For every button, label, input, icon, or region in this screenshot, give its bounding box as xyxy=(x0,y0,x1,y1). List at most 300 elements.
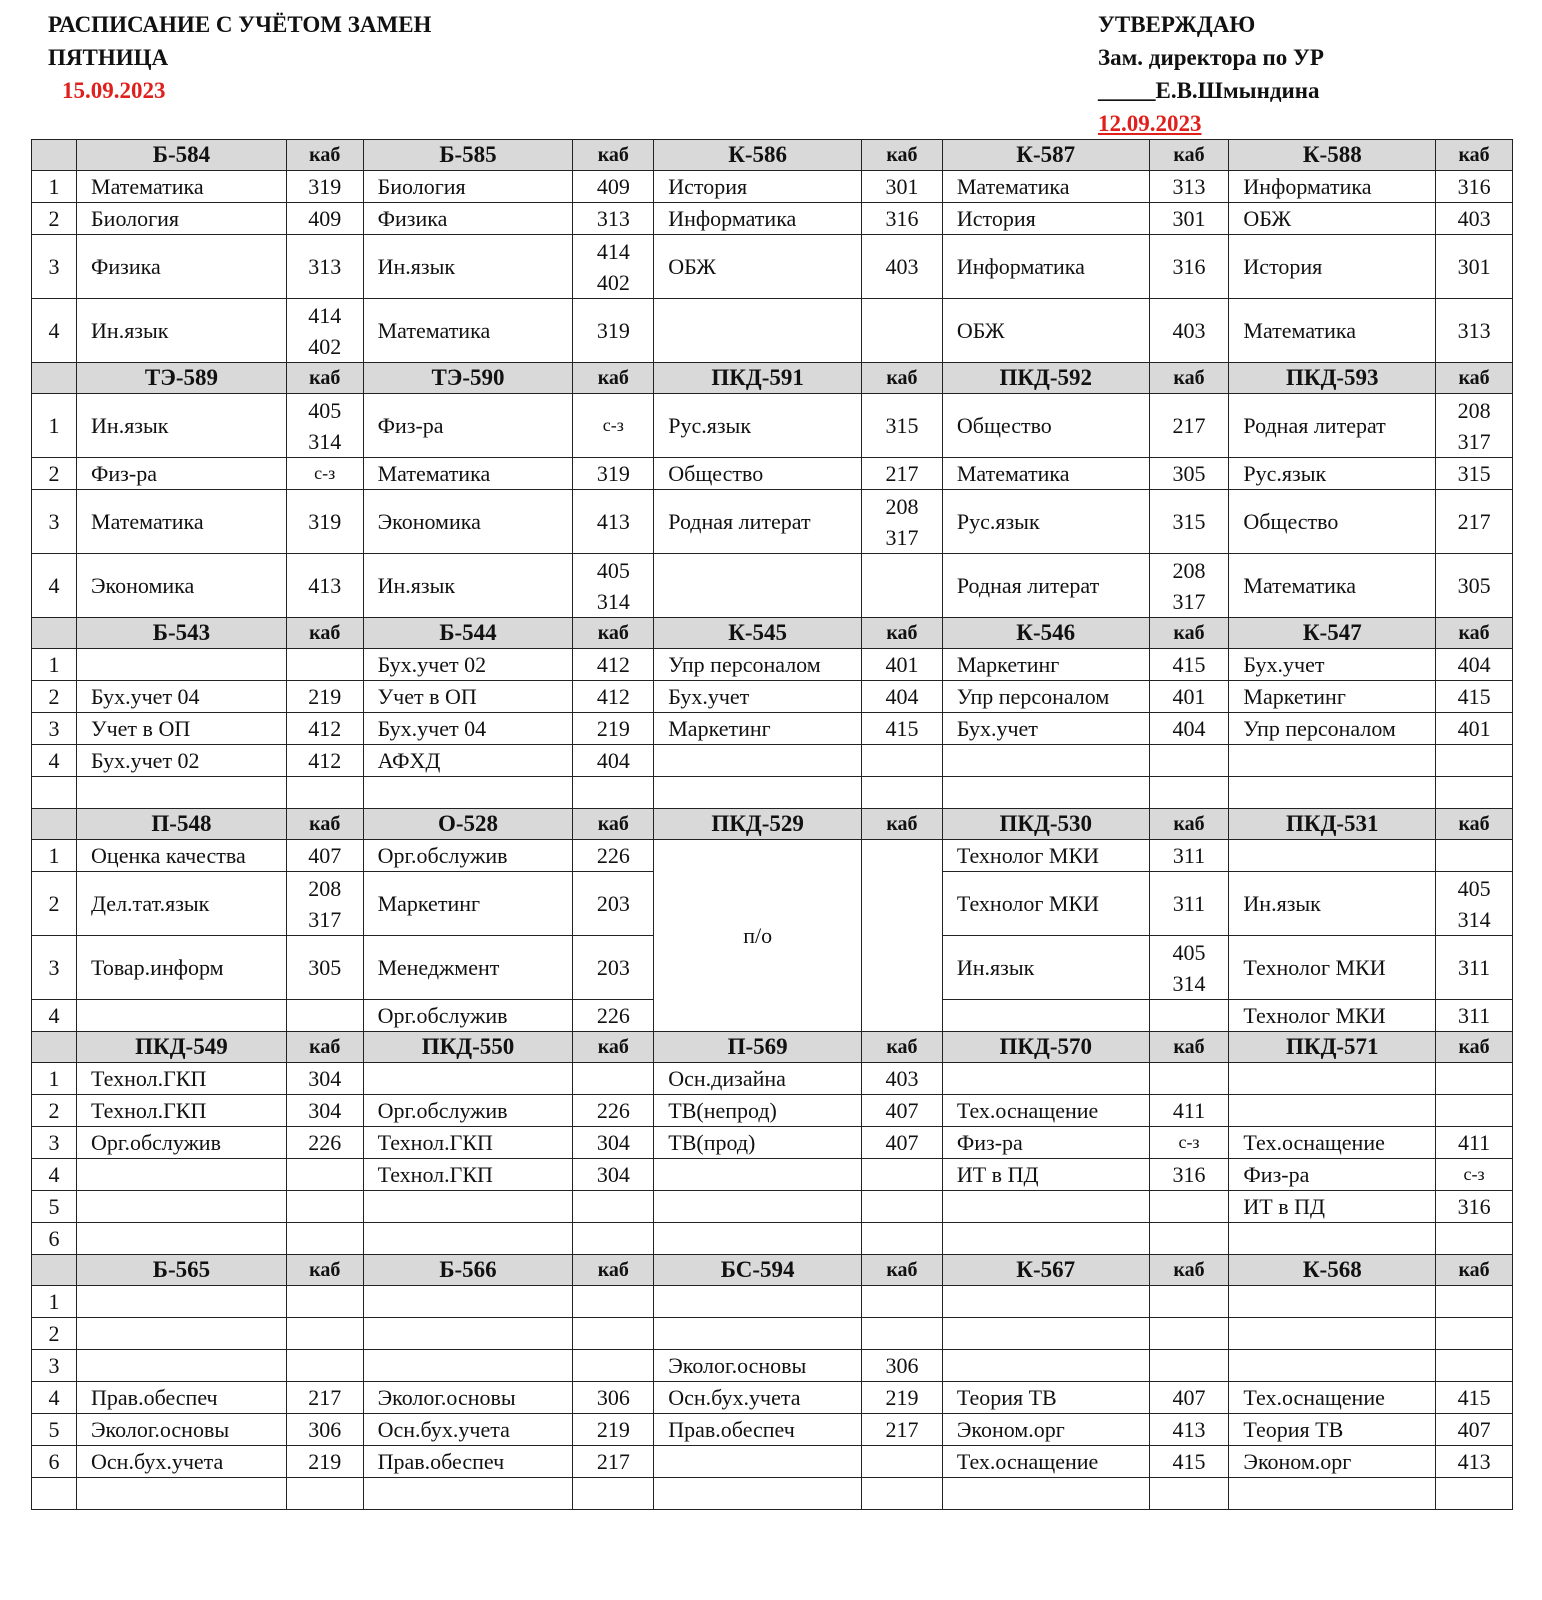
group-header-row xyxy=(32,1032,1513,1063)
room-cell xyxy=(573,1350,654,1382)
subject-cell: Математика xyxy=(77,490,287,554)
subject-cell xyxy=(1229,1350,1436,1382)
subject-cell: Эконом.орг xyxy=(942,1414,1149,1446)
room-cell xyxy=(1436,1318,1513,1350)
room-header: каб xyxy=(1149,1255,1229,1286)
room-cell: 217 xyxy=(1436,490,1513,554)
room-cell: 305 xyxy=(1436,554,1513,618)
room-cell xyxy=(1436,777,1513,809)
lesson-number: 2 xyxy=(32,458,77,490)
subject-cell: Математика xyxy=(1229,299,1436,363)
subject-cell: Технолог МКИ xyxy=(942,872,1149,936)
lesson-number: 2 xyxy=(32,872,77,936)
subject-cell: Учет в ОП xyxy=(77,713,287,745)
subject-cell xyxy=(77,1159,287,1191)
lesson-number: 6 xyxy=(32,1223,77,1255)
subject-cell xyxy=(1229,840,1436,872)
room-cell: 414 402 xyxy=(286,299,363,363)
subject-cell: Физ-ра xyxy=(363,394,573,458)
lesson-row xyxy=(32,649,1513,681)
subject-cell xyxy=(654,554,862,618)
room-cell xyxy=(862,1318,943,1350)
room-cell xyxy=(1149,1000,1229,1032)
lesson-number: 6 xyxy=(32,1446,77,1478)
room-header: каб xyxy=(1436,140,1513,171)
room-cell xyxy=(286,649,363,681)
room-header: каб xyxy=(862,1255,943,1286)
subject-cell: ИТ в ПД xyxy=(942,1159,1149,1191)
room-cell: 219 xyxy=(573,1414,654,1446)
subject-cell: Орг.обслужив xyxy=(363,1095,573,1127)
subject-cell: Теория ТВ xyxy=(1229,1414,1436,1446)
group-name: ПКД-593 xyxy=(1229,363,1436,394)
subject-cell xyxy=(363,777,573,809)
subject-cell xyxy=(77,1286,287,1318)
room-cell: 413 xyxy=(1149,1414,1229,1446)
room-cell: 306 xyxy=(862,1350,943,1382)
room-cell: 401 xyxy=(1436,713,1513,745)
lesson-number: 2 xyxy=(32,1318,77,1350)
room-header: каб xyxy=(1436,1032,1513,1063)
subject-cell: Математика xyxy=(942,171,1149,203)
lesson-number: 3 xyxy=(32,1127,77,1159)
room-cell xyxy=(1149,1191,1229,1223)
room-cell xyxy=(1149,1350,1229,1382)
room-header: каб xyxy=(862,1032,943,1063)
group-header-row xyxy=(32,363,1513,394)
subject-cell xyxy=(942,1318,1149,1350)
approver-role: Зам. директора по УР xyxy=(1098,45,1324,70)
subject-cell: Рус.язык xyxy=(1229,458,1436,490)
room-cell xyxy=(1436,1223,1513,1255)
subject-cell: Ин.язык xyxy=(77,299,287,363)
subject-cell xyxy=(942,1478,1149,1510)
group-name: ПКД-570 xyxy=(942,1032,1149,1063)
subject-cell xyxy=(942,1000,1149,1032)
subject-cell: Прав.обеспеч xyxy=(363,1446,573,1478)
room-header: каб xyxy=(862,140,943,171)
subject-cell: Физ-ра xyxy=(77,458,287,490)
room-cell: 412 xyxy=(286,713,363,745)
room-cell: 304 xyxy=(286,1063,363,1095)
lesson-number xyxy=(32,1478,77,1510)
room-header: каб xyxy=(573,1032,654,1063)
group-name: П-569 xyxy=(654,1032,862,1063)
subject-cell: Менеджмент xyxy=(363,936,573,1000)
lesson-row xyxy=(32,1286,1513,1318)
room-cell xyxy=(286,1350,363,1382)
room-cell xyxy=(1436,840,1513,872)
subject-cell: ОБЖ xyxy=(1229,203,1436,235)
subject-cell xyxy=(1229,1286,1436,1318)
subject-cell: Родная литерат xyxy=(654,490,862,554)
group-name: К-547 xyxy=(1229,618,1436,649)
group-name: П-548 xyxy=(77,809,287,840)
approve-date: 12.09.2023 xyxy=(1098,111,1202,136)
room-cell: 313 xyxy=(286,235,363,299)
subject-cell: Физика xyxy=(77,235,287,299)
subject-cell xyxy=(1229,1095,1436,1127)
lesson-number: 1 xyxy=(32,840,77,872)
subject-cell: Упр персоналом xyxy=(942,681,1149,713)
room-header: каб xyxy=(286,140,363,171)
subject-cell xyxy=(942,777,1149,809)
room-cell: 208 317 xyxy=(286,872,363,936)
subject-cell xyxy=(1229,1063,1436,1095)
subject-cell: Бух.учет xyxy=(942,713,1149,745)
subject-cell: Рус.язык xyxy=(654,394,862,458)
room-cell: 405 314 xyxy=(1149,936,1229,1000)
header-corner xyxy=(32,1255,77,1286)
room-cell: 403 xyxy=(1149,299,1229,363)
room-cell: 401 xyxy=(862,649,943,681)
group-header-row xyxy=(32,1255,1513,1286)
lesson-number: 4 xyxy=(32,745,77,777)
subject-cell: Физ-ра xyxy=(942,1127,1149,1159)
subject-cell: Учет в ОП xyxy=(363,681,573,713)
subject-cell xyxy=(654,1478,862,1510)
subject-cell: Орг.обслужив xyxy=(363,840,573,872)
subject-cell: Маркетинг xyxy=(363,872,573,936)
subject-cell xyxy=(942,1191,1149,1223)
subject-cell: Технолог МКИ xyxy=(1229,936,1436,1000)
room-cell: 316 xyxy=(1149,235,1229,299)
room-cell: 315 xyxy=(862,394,943,458)
room-cell: 409 xyxy=(573,171,654,203)
group-name: ПКД-549 xyxy=(77,1032,287,1063)
lesson-number xyxy=(32,777,77,809)
lesson-number: 5 xyxy=(32,1414,77,1446)
schedule-table xyxy=(31,139,1513,1510)
room-cell xyxy=(862,1223,943,1255)
subject-cell xyxy=(1229,777,1436,809)
subject-cell xyxy=(363,1350,573,1382)
subject-cell xyxy=(654,1318,862,1350)
room-cell: 415 xyxy=(1149,1446,1229,1478)
room-cell: 217 xyxy=(1149,394,1229,458)
room-cell: 203 xyxy=(573,872,654,936)
lesson-number: 1 xyxy=(32,649,77,681)
group-name: ПКД-550 xyxy=(363,1032,573,1063)
room-header: каб xyxy=(573,809,654,840)
room-cell xyxy=(862,745,943,777)
room-cell: 219 xyxy=(573,713,654,745)
subject-cell: Тех.оснащение xyxy=(1229,1127,1436,1159)
subject-cell: Родная литерат xyxy=(1229,394,1436,458)
subject-cell: ИТ в ПД xyxy=(1229,1191,1436,1223)
subject-cell xyxy=(654,777,862,809)
subject-cell xyxy=(654,1446,862,1478)
subject-cell xyxy=(942,1223,1149,1255)
room-cell: 313 xyxy=(1149,171,1229,203)
lesson-row xyxy=(32,1127,1513,1159)
room-cell: 404 xyxy=(862,681,943,713)
subject-cell: Товар.информ xyxy=(77,936,287,1000)
lesson-row xyxy=(32,1318,1513,1350)
room-cell xyxy=(573,1286,654,1318)
room-cell: 413 xyxy=(573,490,654,554)
lesson-row xyxy=(32,458,1513,490)
room-header: каб xyxy=(573,140,654,171)
subject-cell: Орг.обслужив xyxy=(77,1127,287,1159)
subject-cell: Эконом.орг xyxy=(1229,1446,1436,1478)
subject-cell xyxy=(77,1223,287,1255)
lesson-row xyxy=(32,490,1513,554)
room-cell xyxy=(1436,1478,1513,1510)
header-left xyxy=(48,8,431,107)
schedule-title: РАСПИСАНИЕ С УЧЁТОМ ЗАМЕН xyxy=(48,12,432,37)
lesson-row xyxy=(32,1191,1513,1223)
header-corner xyxy=(32,1032,77,1063)
subject-cell xyxy=(363,1063,573,1095)
subject-cell xyxy=(654,299,862,363)
room-cell: 226 xyxy=(573,1000,654,1032)
room-header: каб xyxy=(286,363,363,394)
room-header: каб xyxy=(1149,1032,1229,1063)
room-cell xyxy=(862,840,943,1032)
group-name: Б-585 xyxy=(363,140,573,171)
subject-cell: ТВ(прод) xyxy=(654,1127,862,1159)
room-cell: 403 xyxy=(862,1063,943,1095)
room-cell: 305 xyxy=(286,936,363,1000)
schedule-date: 15.09.2023 xyxy=(62,78,166,103)
room-cell xyxy=(573,1191,654,1223)
subject-cell xyxy=(654,1286,862,1318)
room-cell: 219 xyxy=(286,681,363,713)
lesson-number: 2 xyxy=(32,1095,77,1127)
lesson-number: 1 xyxy=(32,1286,77,1318)
room-cell: 407 xyxy=(1436,1414,1513,1446)
subject-cell: Математика xyxy=(77,171,287,203)
group-name: К-586 xyxy=(654,140,862,171)
subject-cell xyxy=(942,745,1149,777)
room-cell: 217 xyxy=(862,458,943,490)
lesson-row xyxy=(32,1159,1513,1191)
room-cell xyxy=(862,1191,943,1223)
room-cell xyxy=(286,1000,363,1032)
room-cell: 403 xyxy=(1436,203,1513,235)
room-cell: 306 xyxy=(573,1382,654,1414)
room-cell xyxy=(573,1223,654,1255)
subject-cell: Эколог.основы xyxy=(363,1382,573,1414)
room-cell: 404 xyxy=(1149,713,1229,745)
room-cell: 315 xyxy=(1149,490,1229,554)
room-cell: 301 xyxy=(862,171,943,203)
room-header: каб xyxy=(862,618,943,649)
room-cell: 407 xyxy=(862,1095,943,1127)
room-cell: 203 xyxy=(573,936,654,1000)
room-cell: 316 xyxy=(1149,1159,1229,1191)
subject-cell: Прав.обеспеч xyxy=(77,1382,287,1414)
subject-cell: Экономика xyxy=(363,490,573,554)
room-cell: 405 314 xyxy=(573,554,654,618)
room-cell: 226 xyxy=(573,840,654,872)
room-cell: 226 xyxy=(286,1127,363,1159)
room-header: каб xyxy=(286,1032,363,1063)
room-cell xyxy=(862,777,943,809)
room-cell: 319 xyxy=(286,171,363,203)
room-cell: 315 xyxy=(1436,458,1513,490)
lesson-number: 1 xyxy=(32,1063,77,1095)
subject-cell: Тех.оснащение xyxy=(942,1446,1149,1478)
lesson-number: 3 xyxy=(32,936,77,1000)
room-header: каб xyxy=(1149,618,1229,649)
room-cell: 313 xyxy=(1436,299,1513,363)
room-cell xyxy=(1149,1478,1229,1510)
room-cell: 413 xyxy=(286,554,363,618)
room-cell: 415 xyxy=(862,713,943,745)
subject-cell: Оценка качества xyxy=(77,840,287,872)
subject-cell xyxy=(363,1478,573,1510)
subject-cell: Тех.оснащение xyxy=(942,1095,1149,1127)
subject-cell: Информатика xyxy=(654,203,862,235)
subject-cell: Тех.оснащение xyxy=(1229,1382,1436,1414)
lesson-row xyxy=(32,681,1513,713)
lesson-number: 5 xyxy=(32,1191,77,1223)
group-name: ПКД-529 xyxy=(654,809,862,840)
subject-cell xyxy=(77,649,287,681)
room-cell xyxy=(1149,1223,1229,1255)
room-header: каб xyxy=(1436,1255,1513,1286)
room-cell xyxy=(1436,1063,1513,1095)
subject-cell: Общество xyxy=(1229,490,1436,554)
practice-cell: п/о xyxy=(654,840,862,1032)
group-name: ПКД-571 xyxy=(1229,1032,1436,1063)
room-cell: 405 314 xyxy=(286,394,363,458)
room-cell: 217 xyxy=(862,1414,943,1446)
room-cell: 415 xyxy=(1436,681,1513,713)
lesson-number: 1 xyxy=(32,394,77,458)
room-cell: с-з xyxy=(1149,1127,1229,1159)
lesson-row xyxy=(32,840,1513,872)
lesson-row xyxy=(32,745,1513,777)
room-cell: 217 xyxy=(573,1446,654,1478)
subject-cell xyxy=(363,1286,573,1318)
room-cell xyxy=(1149,777,1229,809)
subject-cell: АФХД xyxy=(363,745,573,777)
subject-cell xyxy=(77,1478,287,1510)
subject-cell: ТВ(непрод) xyxy=(654,1095,862,1127)
room-cell: с-з xyxy=(573,394,654,458)
subject-cell xyxy=(654,1191,862,1223)
subject-cell xyxy=(654,1159,862,1191)
lesson-row xyxy=(32,1478,1513,1510)
group-name: Б-565 xyxy=(77,1255,287,1286)
group-name: Б-584 xyxy=(77,140,287,171)
group-name: ПКД-531 xyxy=(1229,809,1436,840)
room-cell xyxy=(1149,1286,1229,1318)
room-cell xyxy=(1436,1286,1513,1318)
group-name: К-546 xyxy=(942,618,1149,649)
group-name: О-528 xyxy=(363,809,573,840)
header-corner xyxy=(32,140,77,171)
subject-cell xyxy=(1229,745,1436,777)
room-cell xyxy=(286,1478,363,1510)
room-cell: 226 xyxy=(573,1095,654,1127)
room-cell: 208 317 xyxy=(1436,394,1513,458)
subject-cell xyxy=(654,745,862,777)
subject-cell xyxy=(363,1191,573,1223)
room-cell: 304 xyxy=(573,1159,654,1191)
subject-cell: Математика xyxy=(942,458,1149,490)
header-corner xyxy=(32,363,77,394)
subject-cell xyxy=(77,1000,287,1032)
subject-cell: Информатика xyxy=(1229,171,1436,203)
room-cell xyxy=(1436,745,1513,777)
room-cell: 414 402 xyxy=(573,235,654,299)
room-header: каб xyxy=(286,809,363,840)
room-cell xyxy=(286,1159,363,1191)
lesson-row xyxy=(32,777,1513,809)
subject-cell xyxy=(363,1223,573,1255)
room-cell: 313 xyxy=(573,203,654,235)
room-cell: 412 xyxy=(286,745,363,777)
room-cell: 219 xyxy=(286,1446,363,1478)
room-cell: 301 xyxy=(1436,235,1513,299)
subject-cell: Упр персоналом xyxy=(654,649,862,681)
group-name: Б-543 xyxy=(77,618,287,649)
lesson-number: 2 xyxy=(32,203,77,235)
subject-cell: Технол.ГКП xyxy=(77,1063,287,1095)
room-header: каб xyxy=(1436,809,1513,840)
room-cell xyxy=(286,1318,363,1350)
room-cell xyxy=(1149,1063,1229,1095)
subject-cell: Бух.учет 02 xyxy=(77,745,287,777)
schedule-day: ПЯТНИЦА xyxy=(48,45,169,70)
subject-cell: Осн.бух.учета xyxy=(363,1414,573,1446)
room-header: каб xyxy=(1436,363,1513,394)
room-cell xyxy=(573,1063,654,1095)
subject-cell: Математика xyxy=(363,299,573,363)
subject-cell xyxy=(942,1286,1149,1318)
room-header: каб xyxy=(573,1255,654,1286)
subject-cell: Маркетинг xyxy=(1229,681,1436,713)
subject-cell: Родная литерат xyxy=(942,554,1149,618)
room-cell: 407 xyxy=(286,840,363,872)
room-cell xyxy=(573,777,654,809)
subject-cell: Ин.язык xyxy=(363,554,573,618)
group-header-row xyxy=(32,618,1513,649)
group-name: ПКД-592 xyxy=(942,363,1149,394)
room-cell: 319 xyxy=(286,490,363,554)
subject-cell: Информатика xyxy=(942,235,1149,299)
room-cell: 407 xyxy=(862,1127,943,1159)
subject-cell: Ин.язык xyxy=(1229,872,1436,936)
lesson-number: 3 xyxy=(32,713,77,745)
subject-cell: Физика xyxy=(363,203,573,235)
subject-cell xyxy=(1229,1223,1436,1255)
group-name: К-568 xyxy=(1229,1255,1436,1286)
subject-cell: ОБЖ xyxy=(654,235,862,299)
subject-cell: Осн.дизайна xyxy=(654,1063,862,1095)
subject-cell xyxy=(942,1350,1149,1382)
room-cell xyxy=(286,1223,363,1255)
room-cell xyxy=(286,1286,363,1318)
group-header-row xyxy=(32,140,1513,171)
lesson-number: 3 xyxy=(32,1350,77,1382)
subject-cell: Эколог.основы xyxy=(77,1414,287,1446)
room-header: каб xyxy=(1436,618,1513,649)
subject-cell: Биология xyxy=(77,203,287,235)
subject-cell: Технол.ГКП xyxy=(363,1127,573,1159)
room-header: каб xyxy=(1149,140,1229,171)
lesson-number: 3 xyxy=(32,490,77,554)
group-name: К-545 xyxy=(654,618,862,649)
room-cell: 405 314 xyxy=(1436,872,1513,936)
room-cell: 413 xyxy=(1436,1446,1513,1478)
lesson-number: 3 xyxy=(32,235,77,299)
subject-cell xyxy=(1229,1318,1436,1350)
